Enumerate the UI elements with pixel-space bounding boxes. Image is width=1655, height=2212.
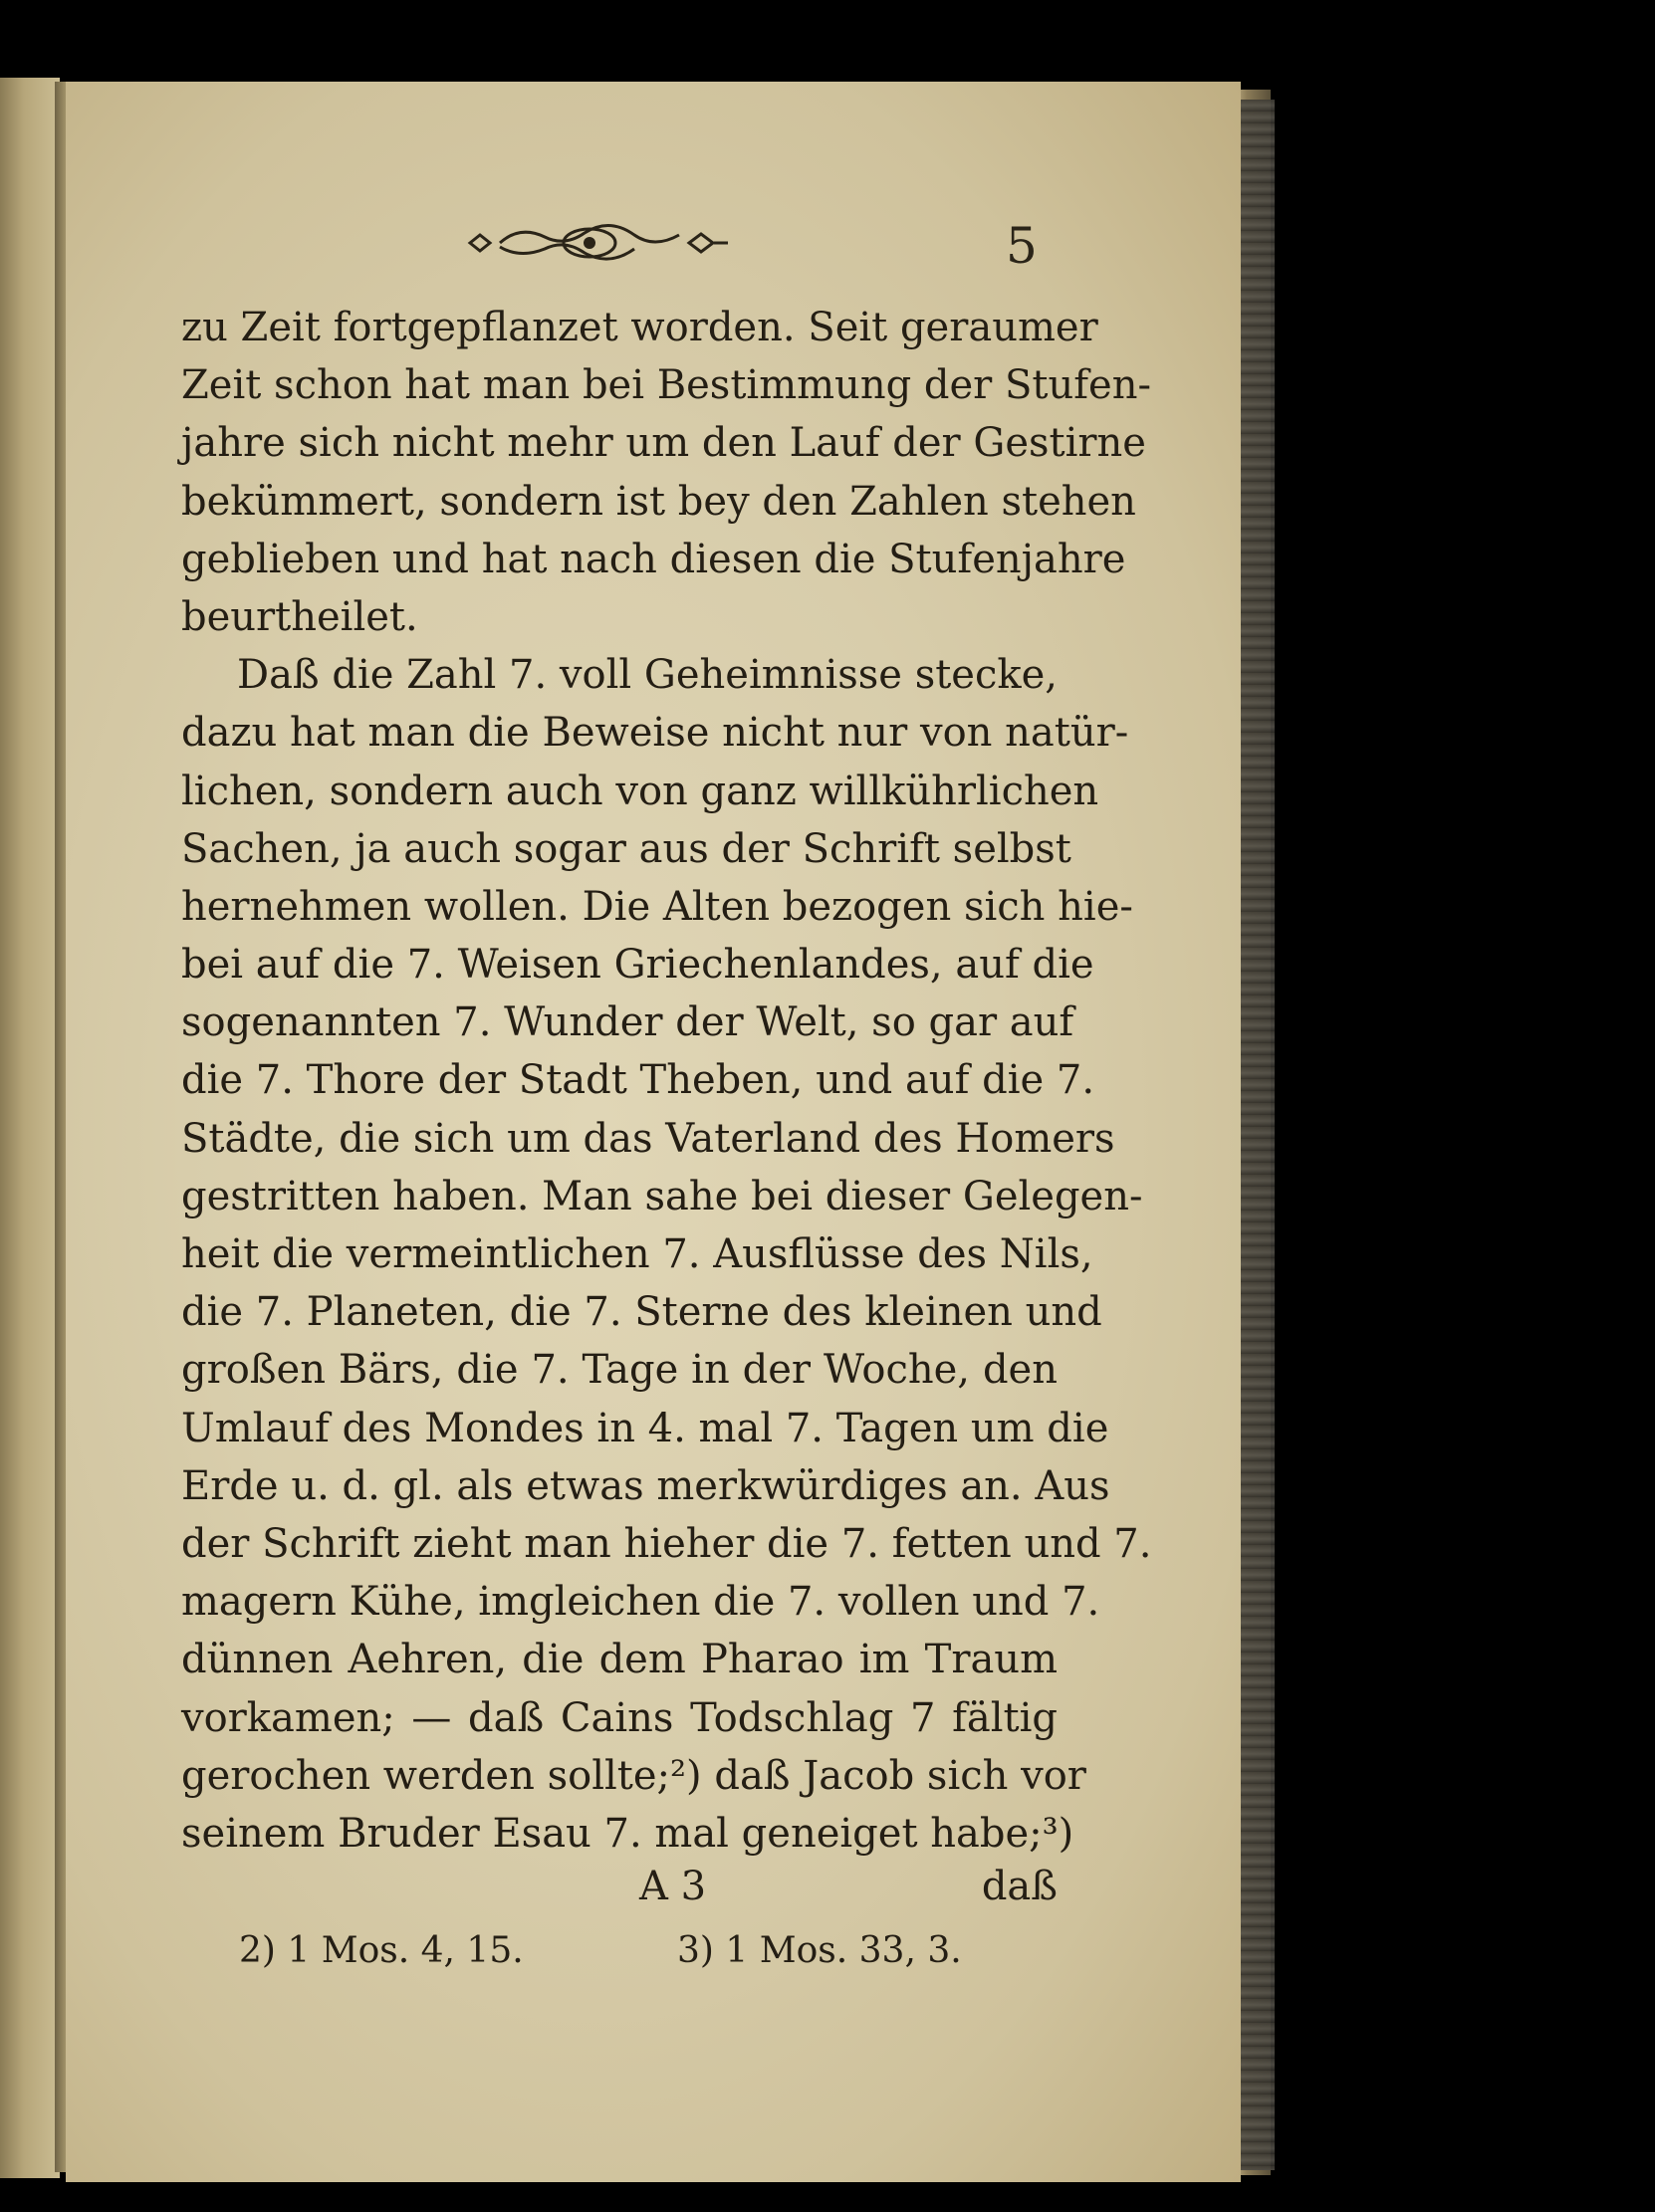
footnote-3: 3) 1 Mos. 33, 3. (677, 1930, 962, 1971)
text-line: bekümmert, sondern ist bey den Zahlen stehen (181, 478, 1136, 525)
text-line: seinem Bruder Esau 7. mal geneiget habe;³) (181, 1810, 1074, 1857)
text-line: Zeit schon hat man bei Bestimmung der Stufen- (181, 362, 1152, 409)
facing-page-edge (0, 78, 60, 2178)
text-line: sogenannten 7. Wunder der Welt, so gar auf (181, 999, 1074, 1046)
footnote-2: 2) 1 Mos. 4, 15. (239, 1930, 524, 1971)
text-line: hernehmen wollen. Die Alten bezogen sich hie- (181, 883, 1133, 930)
text-line: Sachen, ja auch sogar aus der Schrift selbst (181, 825, 1071, 872)
signature-mark: A 3 (639, 1864, 707, 1909)
body-text (181, 299, 1152, 1863)
text-line: gestritten haben. Man sahe bei dieser Gelegen- (181, 1173, 1143, 1219)
catchword: daß (981, 1864, 1058, 1909)
text-line: bei auf die 7. Weisen Griechenlandes, auf die (181, 942, 1094, 989)
text-line: die 7. Thore der Stadt Theben, und auf die 7. (181, 1057, 1095, 1104)
signature-line (181, 1858, 1058, 1915)
text-line: magern Kühe, imgleichen die 7. vollen und 7. (181, 1579, 1100, 1626)
text-line: großen Bärs, die 7. Tage in der Woche, den (181, 1347, 1058, 1394)
headpiece-ornament-icon (460, 221, 735, 265)
text-line: Daß die Zahl 7. voll Geheimnisse stecke, (237, 652, 1058, 699)
text-line: gerochen werden sollte;²) daß Jacob sich vor (181, 1752, 1086, 1799)
text-line: geblieben und hat nach diesen die Stufenjahre (181, 536, 1126, 582)
text-line: vorkamen; — daß Cains Todschlag 7 fältig (181, 1694, 1058, 1741)
text-line: dünnen Aehren, die dem Pharao im Traum (181, 1637, 1058, 1683)
page-number: 5 (1006, 217, 1038, 275)
text-line: jahre sich nicht mehr um den Lauf der Gestirne (181, 420, 1146, 467)
text-line: der Schrift zieht man hieher die 7. fetten und 7. (181, 1520, 1152, 1567)
text-line: Erde u. d. gl. als etwas merkwürdiges an. Aus (181, 1462, 1110, 1509)
text-line: beurtheilet. (181, 593, 418, 640)
footnotes (239, 1921, 996, 1981)
text-line: Umlauf des Mondes in 4. mal 7. Tagen um die (181, 1405, 1109, 1451)
text-line: die 7. Planeten, die 7. Sterne des kleinen und (181, 1289, 1102, 1336)
text-line: zu Zeit fortgepflanzet worden. Seit geraumer (181, 305, 1098, 350)
text-line: Städte, die sich um das Vaterland des Homers (181, 1115, 1115, 1162)
text-line: lichen, sondern auch von ganz willkührlichen (181, 768, 1099, 814)
text-line: dazu hat man die Beweise nicht nur von natür- (181, 710, 1129, 757)
text-line: heit die vermeintlichen 7. Ausflüsse des Nils, (181, 1231, 1093, 1277)
